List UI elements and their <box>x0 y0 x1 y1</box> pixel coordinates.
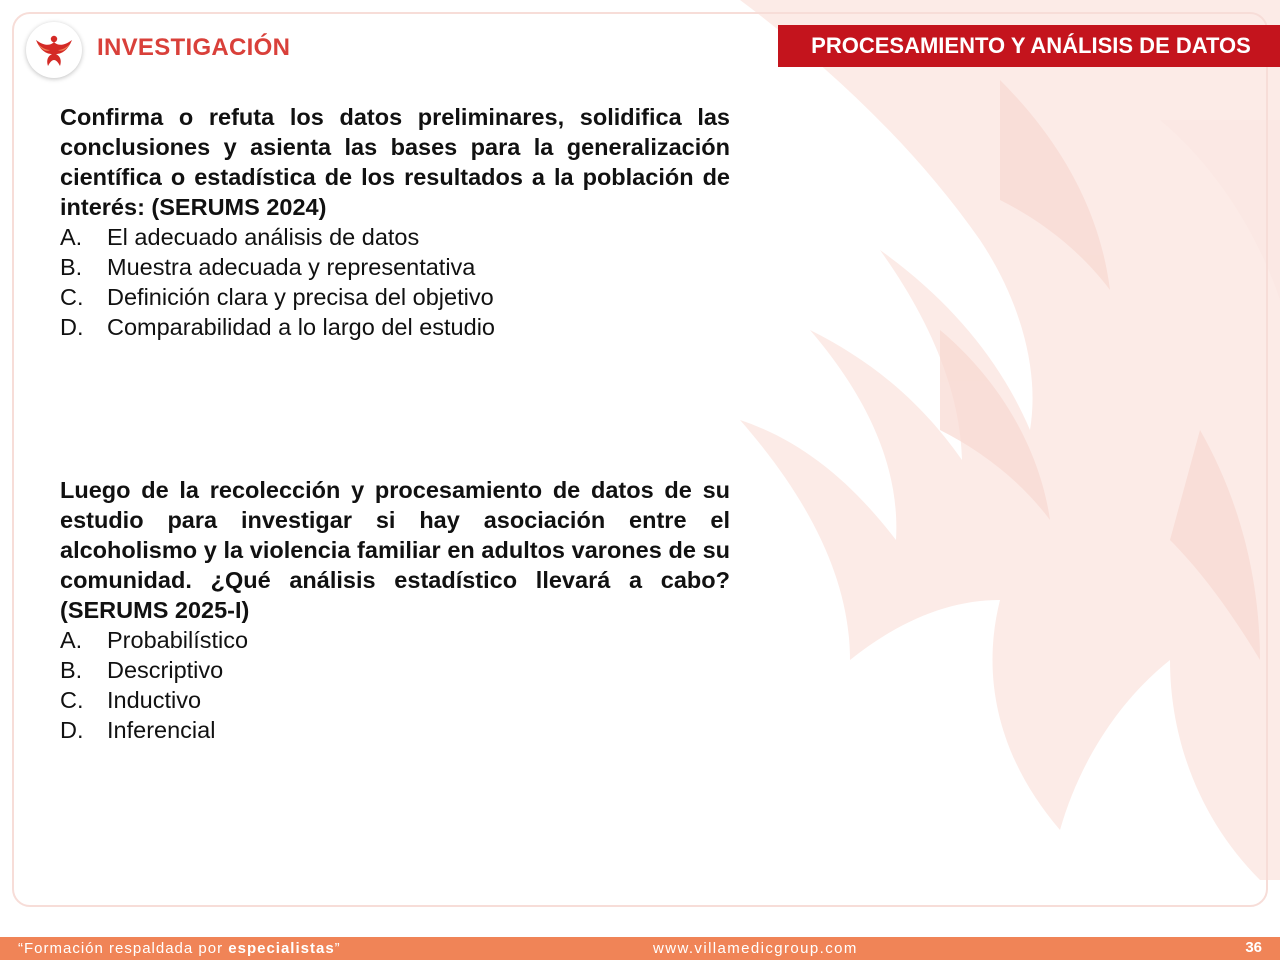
footer-bar <box>0 937 1280 960</box>
option-letter: C. <box>60 687 84 713</box>
option-letter: A. <box>60 224 83 250</box>
phoenix-logo-icon <box>26 22 82 78</box>
option-a[interactable] <box>60 222 730 252</box>
option-text: Inferencial <box>107 717 216 743</box>
question-stem: Luego de la recolección y procesamiento de datos de su estudio para investigar si hay asociación entre el alcoholismo y la violencia familiar en adultos varones de su comunidad. ¿Qué análisis estadístico llevará a cabo? (SERUMS 2025-I) <box>60 477 730 623</box>
question-stem: Confirma o refuta los datos preliminares, solidifica las conclusiones y asienta las bases para la generalización científica o estadística de los resultados a la población de interés: (SERUMS 2024) <box>60 104 730 220</box>
option-text: Muestra adecuada y representativa <box>107 254 476 280</box>
option-text: Comparabilidad a lo largo del estudio <box>107 314 495 340</box>
footer-slogan <box>18 940 341 957</box>
option-c[interactable] <box>60 685 730 715</box>
option-text: Inductivo <box>107 687 202 713</box>
topic-banner: PROCESAMIENTO Y ANÁLISIS DE DATOS <box>778 25 1280 67</box>
option-letter: D. <box>60 717 84 743</box>
option-b[interactable] <box>60 252 730 282</box>
section-title: INVESTIGACIÓN <box>97 34 291 61</box>
option-letter: B. <box>60 657 83 683</box>
option-text: Probabilístico <box>107 627 249 653</box>
options-list <box>60 222 730 342</box>
question-2 <box>60 475 730 745</box>
question-1 <box>60 102 730 342</box>
option-d[interactable] <box>60 715 730 745</box>
option-text: El adecuado análisis de datos <box>107 224 420 250</box>
option-letter: A. <box>60 627 83 653</box>
option-c[interactable] <box>60 282 730 312</box>
option-d[interactable] <box>60 312 730 342</box>
option-letter: B. <box>60 254 83 280</box>
option-text: Descriptivo <box>107 657 224 683</box>
options-list <box>60 625 730 745</box>
slogan-suffix: ” <box>334 940 341 957</box>
option-letter: C. <box>60 284 84 310</box>
website-link[interactable]: www.villamedicgroup.com <box>653 940 858 957</box>
option-text: Definición clara y precisa del objetivo <box>107 284 494 310</box>
option-a[interactable] <box>60 625 730 655</box>
slogan-prefix: “Formación respaldada por <box>18 940 229 957</box>
page-number: 36 <box>1245 939 1262 956</box>
slogan-emphasis: especialistas <box>228 940 335 957</box>
option-b[interactable] <box>60 655 730 685</box>
option-letter: D. <box>60 314 84 340</box>
